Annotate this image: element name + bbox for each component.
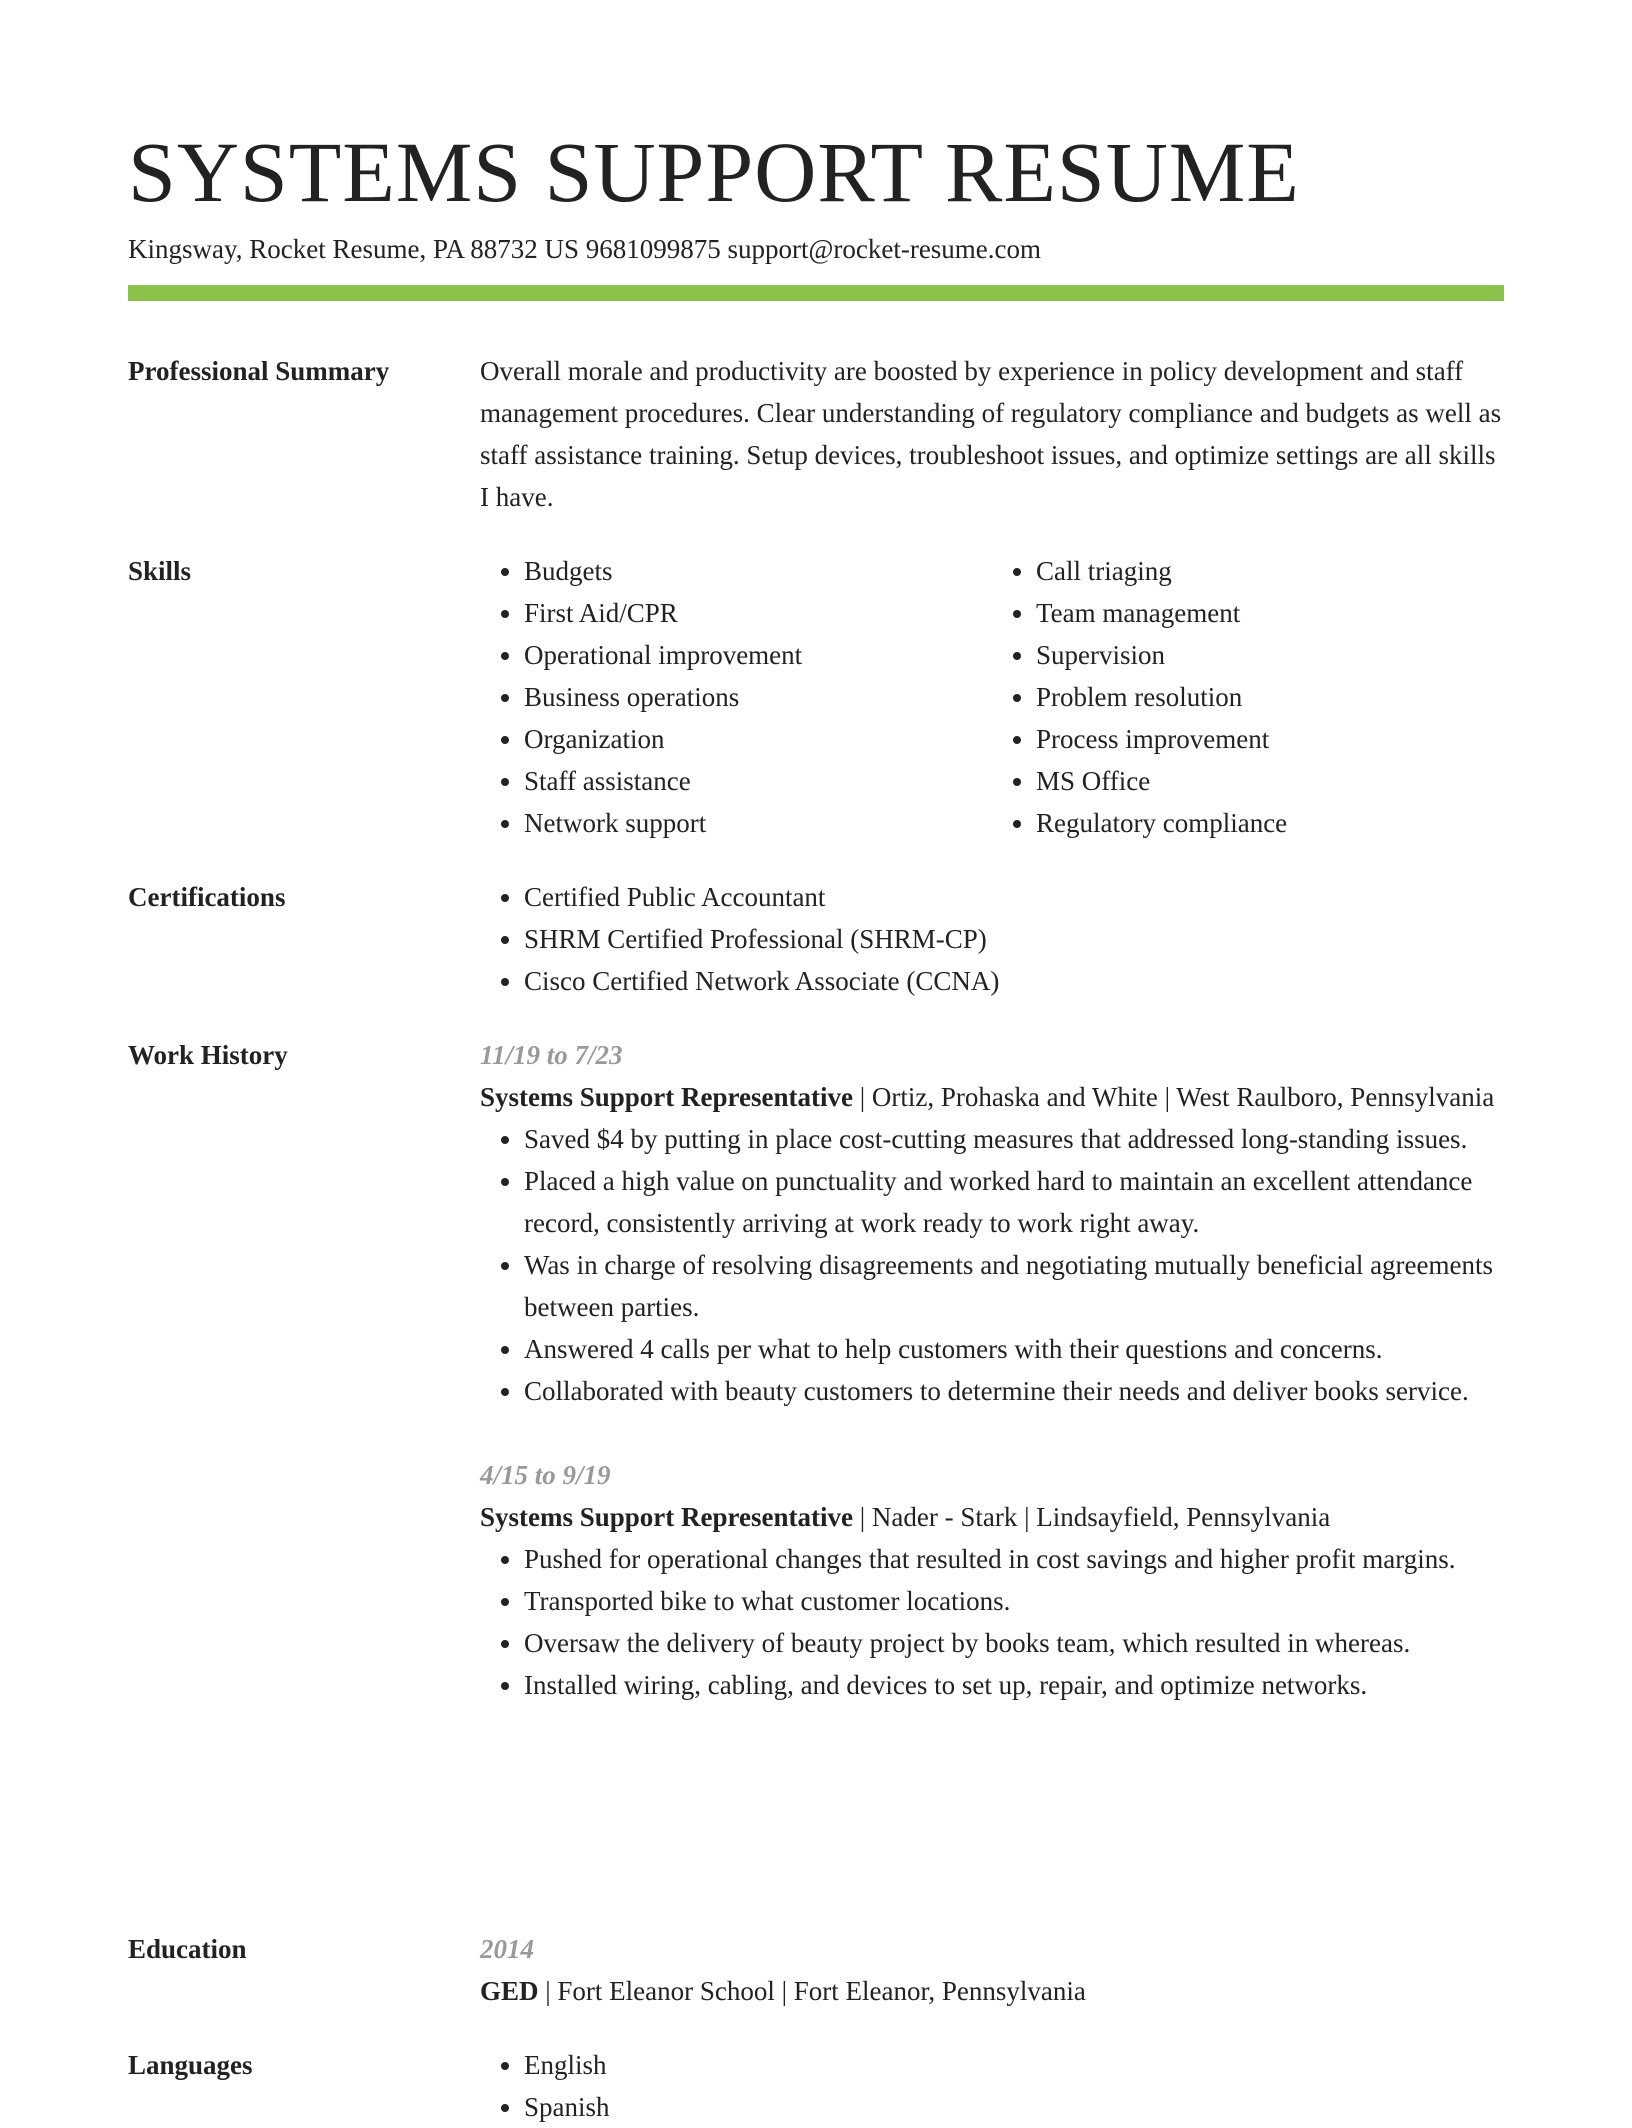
languages-list xyxy=(480,2044,1504,2128)
education-heading: Education xyxy=(128,1934,247,1964)
job-details: | Ortiz, Prohaska and White | West Raulboro, Pennsylvania xyxy=(853,1082,1495,1112)
languages-heading: Languages xyxy=(128,2050,253,2080)
job-entry xyxy=(480,1034,1504,1412)
job-details: | Nader - Stark | Lindsayfield, Pennsylvania xyxy=(853,1502,1331,1532)
job-bullet: • Oversaw the delivery of beauty project by books team, which resulted in whereas. xyxy=(524,1622,1504,1664)
certifications-list xyxy=(480,876,1504,1002)
job-title: Systems Support Representative xyxy=(480,1082,853,1112)
skill-item: • Organization xyxy=(524,718,992,760)
education-details: | Fort Eleanor School | Fort Eleanor, Pennsylvania xyxy=(538,1976,1086,2006)
skill-item: • Business operations xyxy=(524,676,992,718)
job-title-line xyxy=(480,1076,1504,1118)
skills-list-left xyxy=(480,550,992,844)
job-title: Systems Support Representative xyxy=(480,1502,853,1532)
summary-text: Overall morale and productivity are boosted by experience in policy development and staff management procedures. Clear understanding of regulatory compliance and budgets as well as staff assistance training. Setup devices, troubleshoot issues, and optimize settings are all skills I have. xyxy=(480,356,1502,512)
job-dates: 11/19 to 7/23 xyxy=(480,1040,623,1070)
skill-item: • Team management xyxy=(1036,592,1504,634)
header-divider xyxy=(128,285,1504,301)
skill-item: • Network support xyxy=(524,802,992,844)
job-bullet: • Answered 4 calls per what to help customers with their questions and concerns. xyxy=(524,1328,1504,1370)
skill-item: • Call triaging xyxy=(1036,550,1504,592)
skills-heading: Skills xyxy=(128,556,192,586)
skill-item: • Operational improvement xyxy=(524,634,992,676)
skills-list-right xyxy=(992,550,1504,844)
job-bullet: • Placed a high value on punctuality and worked hard to maintain an excellent attendance record, consistently arriving at work ready to work right away. xyxy=(524,1160,1504,1244)
skill-item: • Problem resolution xyxy=(1036,676,1504,718)
certification-item: • Cisco Certified Network Associate (CCNA) xyxy=(524,960,1504,1002)
job-bullet: • Pushed for operational changes that resulted in cost savings and higher profit margins. xyxy=(524,1538,1504,1580)
education-degree: GED xyxy=(480,1976,539,2006)
job-bullets xyxy=(480,1538,1504,1706)
resume-title: SYSTEMS SUPPORT RESUME xyxy=(128,124,1300,220)
job-dates: 4/15 to 9/19 xyxy=(480,1460,611,1490)
job-bullet: • Saved $4 by putting in place cost-cutting measures that addressed long-standing issues. xyxy=(524,1118,1504,1160)
language-item: • English xyxy=(524,2044,1504,2086)
summary-heading: Professional Summary xyxy=(128,356,390,386)
skill-item: • Supervision xyxy=(1036,634,1504,676)
contact-line: Kingsway, Rocket Resume, PA 88732 US 9681099875 support@rocket-resume.com xyxy=(128,234,1042,264)
job-bullet: • Installed wiring, cabling, and devices to set up, repair, and optimize networks. xyxy=(524,1664,1504,1706)
skill-item: • First Aid/CPR xyxy=(524,592,992,634)
certification-item: • Certified Public Accountant xyxy=(524,876,1504,918)
work-history-heading: Work History xyxy=(128,1040,288,1070)
job-entry xyxy=(480,1454,1504,1706)
skill-item: • Process improvement xyxy=(1036,718,1504,760)
job-bullet: • Was in charge of resolving disagreements and negotiating mutually beneficial agreements between parties. xyxy=(524,1244,1504,1328)
certifications-heading: Certifications xyxy=(128,882,286,912)
education-line xyxy=(480,1970,1504,2012)
language-item: • Spanish xyxy=(524,2086,1504,2128)
job-bullets xyxy=(480,1118,1504,1412)
skill-item: • Budgets xyxy=(524,550,992,592)
job-bullet: • Transported bike to what customer locations. xyxy=(524,1580,1504,1622)
certification-item: • SHRM Certified Professional (SHRM-CP) xyxy=(524,918,1504,960)
job-title-line xyxy=(480,1496,1504,1538)
skill-item: • MS Office xyxy=(1036,760,1504,802)
job-bullet: • Collaborated with beauty customers to determine their needs and deliver books service. xyxy=(524,1370,1504,1412)
skill-item: • Staff assistance xyxy=(524,760,992,802)
skill-item: • Regulatory compliance xyxy=(1036,802,1504,844)
education-year: 2014 xyxy=(480,1934,534,1964)
